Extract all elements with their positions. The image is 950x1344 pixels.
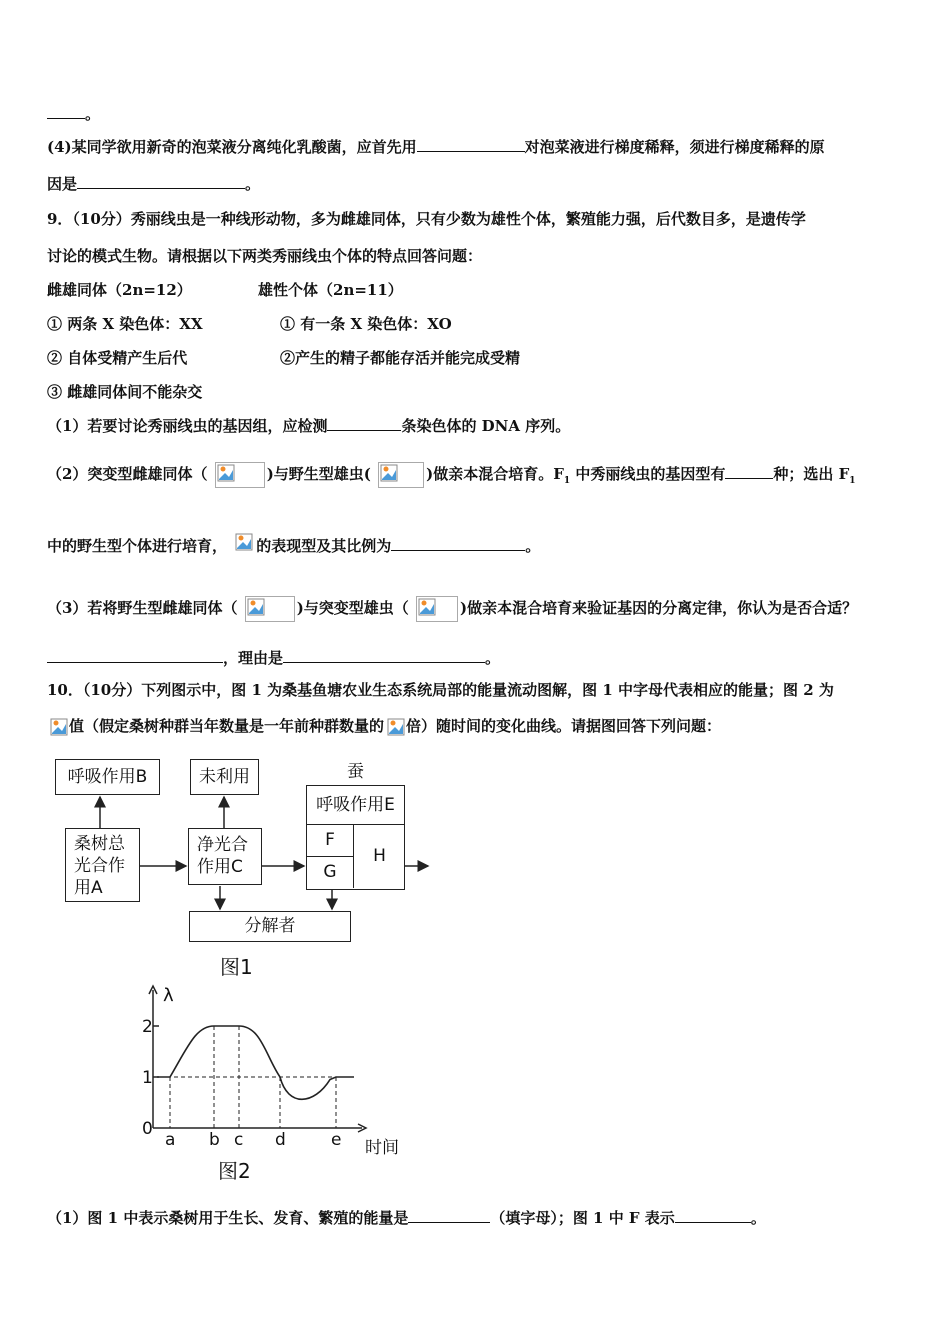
answer-blank[interactable]: [417, 137, 525, 152]
h-cell: H: [373, 846, 386, 866]
figure-1-caption: 图1: [220, 955, 253, 979]
broken-image-icon: [245, 596, 295, 622]
q9-1: （1）若要讨论秀丽线虫的基因组，应检测 条染色体的 DNA 序列。: [47, 417, 571, 435]
respiration-e-cell: 呼吸作用E: [307, 786, 404, 825]
answer-blank[interactable]: [725, 464, 773, 479]
total-photosynthesis-a-box: 桑树总 光合作 用A: [65, 828, 140, 902]
col2-row1: ① 有一条 X 染色体：XO: [280, 315, 452, 333]
x-tick-b: b: [209, 1130, 220, 1150]
line-0: 。: [47, 104, 100, 124]
lambda-curve: [157, 1026, 354, 1099]
col1-row2: ② 自体受精产生后代: [47, 349, 188, 367]
net-photosynthesis-c-box: 净光合 作用C: [188, 828, 262, 885]
q9-3: （3）若将野生型雌雄同体（ )与突变型雄虫（ )做亲本混合培育来验证基因的分离定律，你认为是否合适？: [47, 596, 857, 622]
silkworm-box: [306, 785, 405, 890]
answer-blank[interactable]: [675, 1208, 751, 1223]
broken-image-icon: [215, 462, 265, 488]
broken-image-icon: [386, 717, 404, 737]
y-axis-arrow: [149, 986, 157, 994]
answer-blank[interactable]: [283, 648, 485, 663]
x-tick-e: e: [331, 1130, 342, 1150]
col1-title: 雌雄同体（2n=12）: [47, 281, 192, 299]
x-axis-arrow: [358, 1124, 366, 1132]
answer-blank[interactable]: [327, 416, 401, 431]
broken-image-icon: [49, 717, 67, 737]
q10-heading-2: 值（假定桑树种群当年数量是一年前种群数量的 倍）随时间的变化曲线。请据图回答下列问题：: [47, 716, 721, 737]
g-cell: G: [307, 857, 354, 888]
col1-row1: ① 两条 X 染色体：XX: [47, 315, 203, 333]
silkworm-label: 蚕: [347, 762, 364, 782]
q9-heading-2: 讨论的模式生物。请根据以下两类秀丽线虫个体的特点回答问题：: [47, 247, 483, 265]
line-q8-4: (4)某同学欲用新奇的泡菜液分离纯化乳酸菌，应首先用 对泡菜液进行梯度稀释，须进行梯度稀释的原: [47, 138, 825, 156]
x-tick-c: c: [234, 1130, 244, 1150]
broken-image-icon: [234, 532, 254, 562]
q9-3b: ，理由是 。: [47, 648, 500, 668]
q9-heading: 9．（10分）秀丽线虫是一种线形动物，多为雌雄同体，只有少数为雄性个体，繁殖能力强，后代数目多，是遗传学: [47, 210, 806, 228]
q9-2b: 中的野生型个体进行培育， 的表现型及其比例为 。: [47, 532, 540, 562]
answer-blank[interactable]: [47, 648, 223, 663]
broken-image-icon: [416, 596, 458, 622]
col2-row2: ②产生的精子都能存活并能完成受精: [280, 349, 521, 367]
unused-box: 未利用: [190, 759, 259, 795]
respiration-b-box: 呼吸作用B: [55, 759, 160, 795]
y-axis-label: λ: [163, 985, 174, 1006]
x-tick-d: d: [275, 1130, 286, 1150]
q9-2: （2）突变型雌雄同体（ )与野生型雄虫( )做亲本混合培育。$F_1$ 中秀丽线虫的基因型有 种；选出 $F_1$: [47, 462, 856, 491]
decomposer-box: 分解者: [189, 911, 351, 942]
y-tick-0: 0: [142, 1119, 153, 1139]
q10-1: （1）图 1 中表示桑树用于生长、发育、繁殖的能量是 （填字母）；图 1 中 F 表示 。: [47, 1209, 766, 1227]
y-tick-2: 2: [142, 1017, 153, 1037]
y-tick-1: 1: [142, 1068, 153, 1088]
col2-title: 雄性个体（2n=11）: [258, 281, 403, 299]
f-cell: F: [307, 825, 354, 857]
answer-blank[interactable]: [391, 536, 525, 551]
answer-blank[interactable]: [408, 1208, 490, 1223]
broken-image-icon: [378, 462, 424, 488]
x-tick-a: a: [165, 1130, 176, 1150]
col1-row3: ③ 雌雄同体间不能杂交: [47, 383, 203, 401]
line-q8-4b: 因是 。: [47, 175, 261, 193]
x-axis-label: 时间: [365, 1138, 399, 1158]
q10-heading: 10．（10分）下列图示中，图 1 为桑基鱼塘农业生态系统局部的能量流动图解，图 1 中字母代表相应的能量；图 2 为: [47, 681, 834, 699]
answer-blank[interactable]: [77, 174, 245, 189]
answer-blank[interactable]: [47, 104, 85, 119]
figure-2-caption: 图2: [218, 1159, 251, 1183]
